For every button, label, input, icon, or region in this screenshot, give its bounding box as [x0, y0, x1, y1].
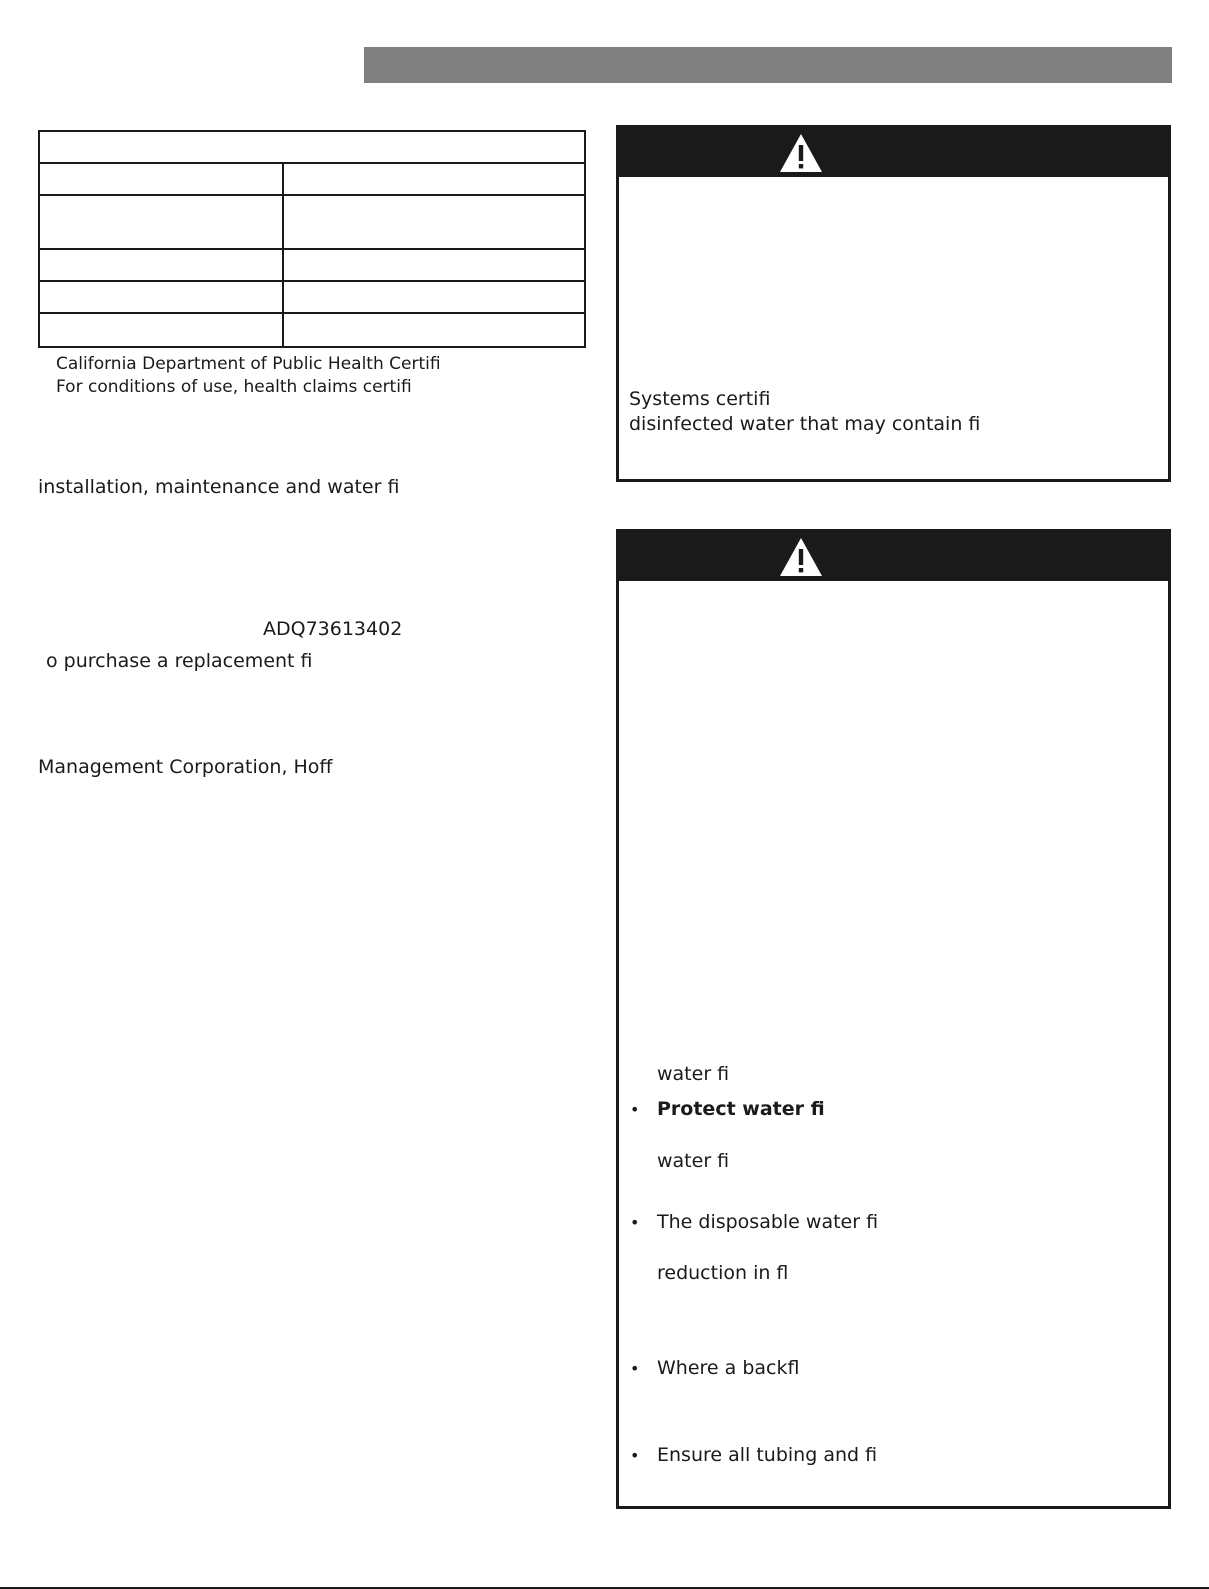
section-header-bar — [364, 47, 1172, 83]
table-note-conditions: For conditions of use, health claims certifi — [56, 377, 412, 397]
bullet-marker: • — [630, 1446, 640, 1465]
replacement-part-number: ADQ73613402 — [263, 618, 403, 640]
bullet-marker: • — [630, 1213, 640, 1232]
purchase-replacement-text: o purchase a replacement fi — [46, 650, 313, 672]
warning2-protect-filter: Protect water fi — [657, 1098, 825, 1120]
bullet-marker: • — [630, 1359, 640, 1378]
table-row-divider — [40, 248, 584, 250]
warning-box-2 — [616, 529, 1171, 1509]
warning-triangle-icon — [779, 537, 823, 577]
warning-box-1 — [616, 125, 1171, 482]
certification-table — [38, 130, 586, 348]
warning2-water-filter-line-b: water fi — [657, 1150, 730, 1172]
warning-header-2 — [619, 532, 1168, 581]
warning2-disposable-filter: The disposable water fi — [657, 1211, 879, 1233]
table-note-certification: California Department of Public Health Certifi — [56, 354, 441, 374]
warning2-tubing-fittings: Ensure all tubing and fi — [657, 1444, 878, 1466]
table-row-divider — [40, 162, 584, 164]
table-row-divider — [40, 312, 584, 314]
warning2-backflow: Where a backfl — [657, 1357, 800, 1379]
warning2-reduction-in-flow: reduction in fl — [657, 1262, 789, 1284]
table-column-divider — [282, 163, 284, 348]
warning-header-1 — [619, 128, 1168, 177]
table-row-divider — [40, 280, 584, 282]
warning-triangle-icon — [779, 133, 823, 173]
warning1-disinfected-water: disinfected water that may contain fi — [629, 413, 981, 435]
management-corporation-text: Management Corporation, Hoff — [38, 756, 333, 778]
warning1-systems-certified: Systems certifi — [629, 388, 771, 410]
table-row-divider — [40, 194, 584, 196]
install-maintenance-text: installation, maintenance and water fi — [38, 476, 400, 498]
bullet-marker: • — [630, 1100, 640, 1119]
warning2-water-filter-line-a: water fi — [657, 1063, 730, 1085]
